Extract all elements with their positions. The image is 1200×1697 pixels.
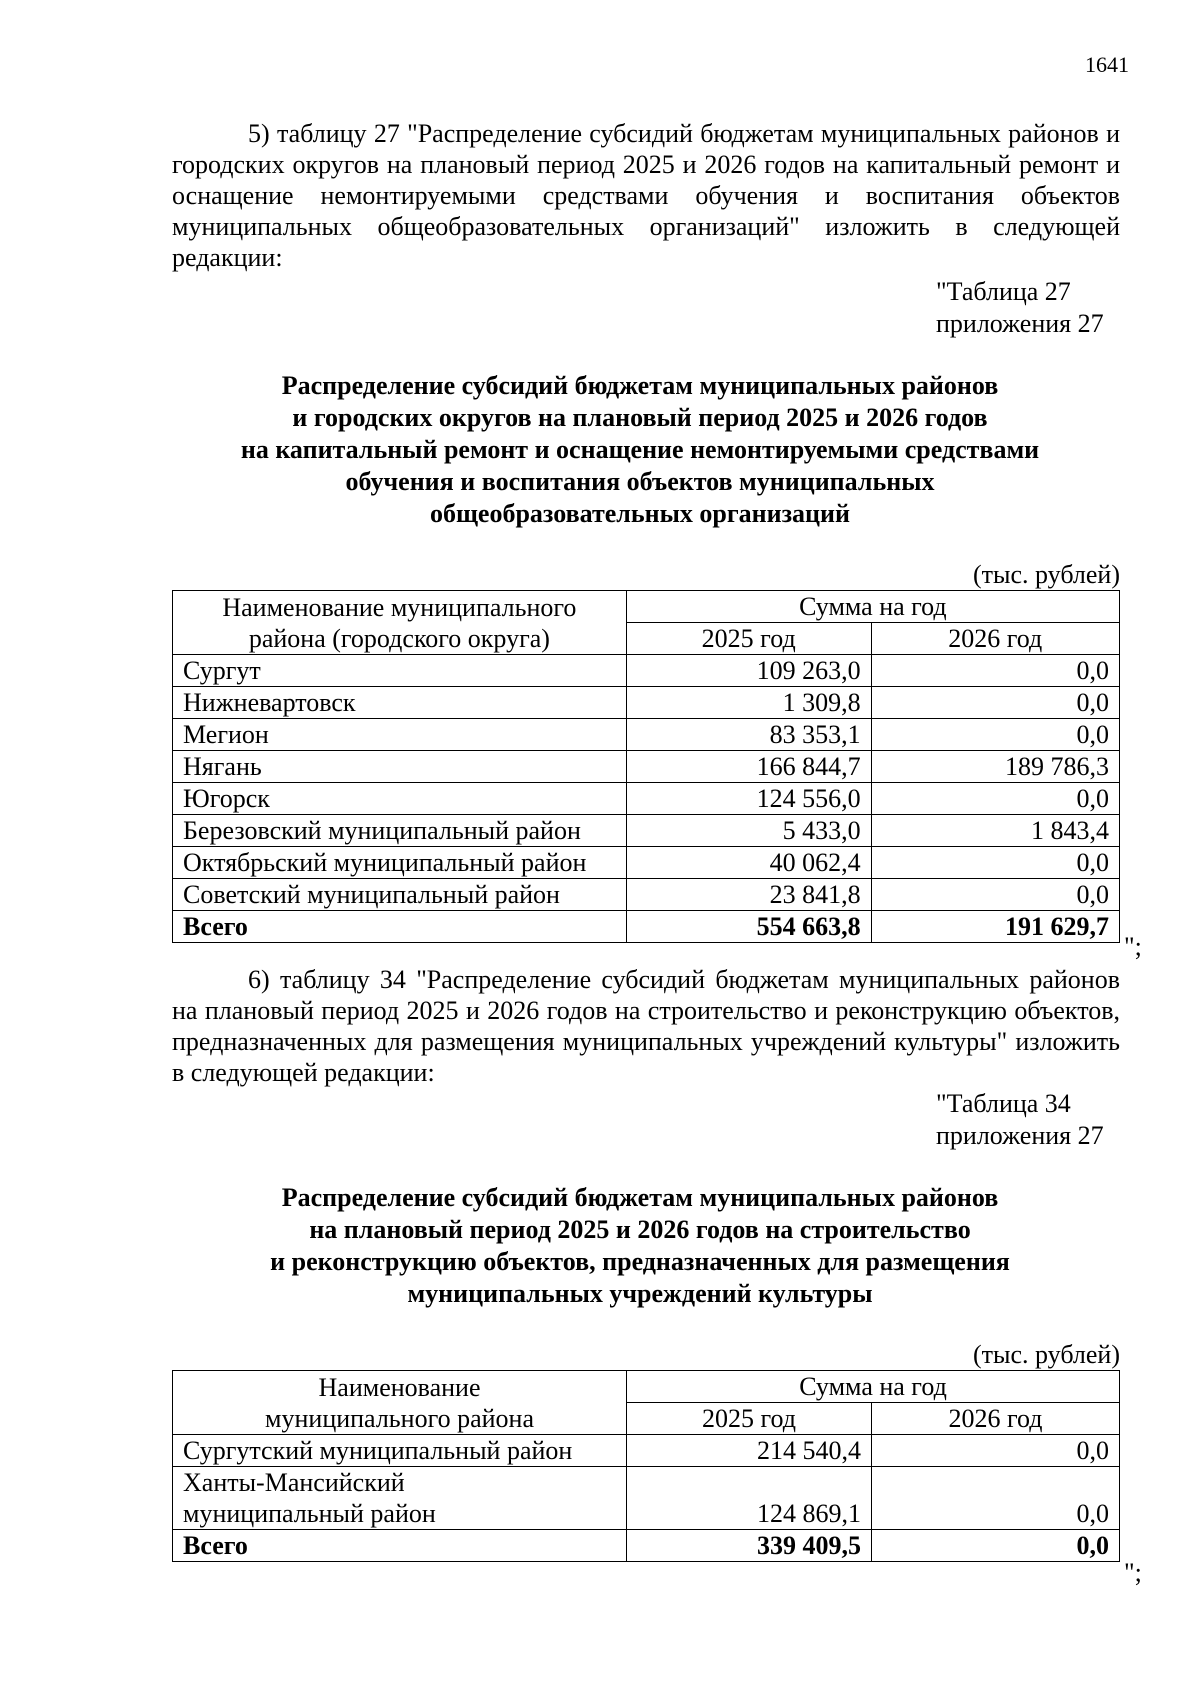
total-2025: 339 409,5 (627, 1530, 872, 1562)
row-2026: 0,0 (871, 719, 1119, 751)
section5-paragraph (172, 118, 1120, 273)
table27-reference (936, 276, 1104, 340)
table34-title (140, 1182, 1140, 1310)
table-row (173, 1467, 1120, 1530)
total-2025: 554 663,8 (626, 911, 871, 943)
row-name: Мегион (173, 719, 627, 751)
table34-reference (936, 1088, 1104, 1152)
row-name: Сургутский муниципальный район (173, 1435, 627, 1467)
row-2026: 0,0 (872, 1467, 1120, 1530)
table34 (172, 1370, 1120, 1562)
table34-header-2025: 2025 год (627, 1403, 872, 1435)
row-2025: 23 841,8 (626, 879, 871, 911)
section6-text: 6) таблицу 34 "Распределение субсидий бюджетам муниципальных районов на плановый период 2025 и 2026 годов на строительство и реконструкцию объектов, предназначенных для размещения муниципальных учреждений культуры" изложить в следующей редакции: (172, 965, 1120, 1087)
table27 (172, 590, 1120, 943)
page-number: 1641 (1085, 52, 1129, 77)
row-2025: 40 062,4 (626, 847, 871, 879)
row-name: Березовский муниципальный район (173, 815, 627, 847)
table27-title-line: обучения и воспитания объектов муниципальных (345, 467, 935, 496)
row-2026: 0,0 (871, 687, 1119, 719)
table-row (173, 687, 1120, 719)
table34-header-2026: 2026 год (872, 1403, 1120, 1435)
table34-header-sum: Сумма на год (627, 1371, 1120, 1403)
row-name: Нягань (173, 751, 627, 783)
table-row (173, 815, 1120, 847)
table27-ref-line2: приложения 27 (936, 309, 1104, 338)
row-name (173, 1467, 627, 1530)
table-row (173, 719, 1120, 751)
table34-ref-line2: приложения 27 (936, 1121, 1104, 1150)
table34-closing-quote: "; (1124, 1558, 1142, 1587)
table27-closing-quote: "; (1124, 932, 1142, 961)
row-2025: 124 869,1 (627, 1467, 872, 1530)
row-name: Югорск (173, 783, 627, 815)
header-name-line2: района (городского округа) (248, 623, 550, 653)
total-2026: 0,0 (872, 1530, 1120, 1562)
row-2025: 214 540,4 (627, 1435, 872, 1467)
row-2025: 124 556,0 (626, 783, 871, 815)
row-2025: 1 309,8 (626, 687, 871, 719)
table27-header-2026: 2026 год (871, 623, 1119, 655)
table27-title-line: Распределение субсидий бюджетам муниципальных районов (281, 371, 999, 400)
row-2026: 0,0 (871, 783, 1119, 815)
table34-unit: (тыс. рублей) (972, 1340, 1120, 1369)
table27-header-name (173, 591, 627, 655)
total-2026: 191 629,7 (871, 911, 1119, 943)
section6-paragraph (172, 964, 1120, 1088)
header-name-line1: Наименование (318, 1372, 481, 1402)
row-2025: 83 353,1 (626, 719, 871, 751)
row-name: Октябрьский муниципальный район (173, 847, 627, 879)
row-2026: 0,0 (871, 847, 1119, 879)
table34-title-line: Распределение субсидий бюджетам муниципальных районов (281, 1183, 999, 1212)
table27-title (140, 370, 1140, 530)
row-2025: 166 844,7 (626, 751, 871, 783)
section5-text: 5) таблицу 27 "Распределение субсидий бюджетам муниципальных районов и городских округов на плановый период 2025 и 2026 годов на капитальный ремонт и оснащение немонтируемыми средствами обучения и воспитания объектов муниципальных общеобразовательных организаций" изложить в следующей редакции: (172, 119, 1120, 272)
total-name: Всего (173, 1530, 627, 1562)
table27-ref-line1: "Таблица 27 (936, 277, 1071, 306)
table-row (173, 751, 1120, 783)
table27-unit: (тыс. рублей) (972, 560, 1120, 589)
table27-header-sum: Сумма на год (626, 591, 1119, 623)
row-2025: 109 263,0 (626, 655, 871, 687)
row-name: Нижневартовск (173, 687, 627, 719)
table34-header-name (173, 1371, 627, 1435)
table27-title-line: и городских округов на плановый период 2025 и 2026 годов (292, 403, 988, 432)
table27-header-2025: 2025 год (626, 623, 871, 655)
table27-title-line: общеобразовательных организаций (429, 499, 850, 528)
table-row (173, 879, 1120, 911)
total-name: Всего (173, 911, 627, 943)
row-name-line1: Ханты-Мансийский (183, 1468, 405, 1497)
table-row (173, 1435, 1120, 1467)
row-2026: 189 786,3 (871, 751, 1119, 783)
row-name: Советский муниципальный район (173, 879, 627, 911)
table-row (173, 783, 1120, 815)
table34-title-line: и реконструкцию объектов, предназначенных для размещения (270, 1247, 1010, 1276)
table34-title-line: муниципальных учреждений культуры (407, 1279, 873, 1308)
table-total-row (173, 1530, 1120, 1562)
row-name: Сургут (173, 655, 627, 687)
row-2026: 0,0 (872, 1435, 1120, 1467)
row-2026: 1 843,4 (871, 815, 1119, 847)
table-total-row (173, 911, 1120, 943)
header-name-line2: муниципального района (265, 1403, 534, 1433)
table34-ref-line1: "Таблица 34 (936, 1089, 1071, 1118)
row-2026: 0,0 (871, 879, 1119, 911)
table-row (173, 655, 1120, 687)
header-name-line1: Наименование муниципального (222, 592, 577, 622)
row-2025: 5 433,0 (626, 815, 871, 847)
table-row (173, 847, 1120, 879)
table34-title-line: на плановый период 2025 и 2026 годов на строительство (309, 1215, 971, 1244)
table27-title-line: на капитальный ремонт и оснащение немонтируемыми средствами (240, 435, 1040, 464)
row-2026: 0,0 (871, 655, 1119, 687)
row-name-line2: муниципальный район (183, 1499, 436, 1528)
